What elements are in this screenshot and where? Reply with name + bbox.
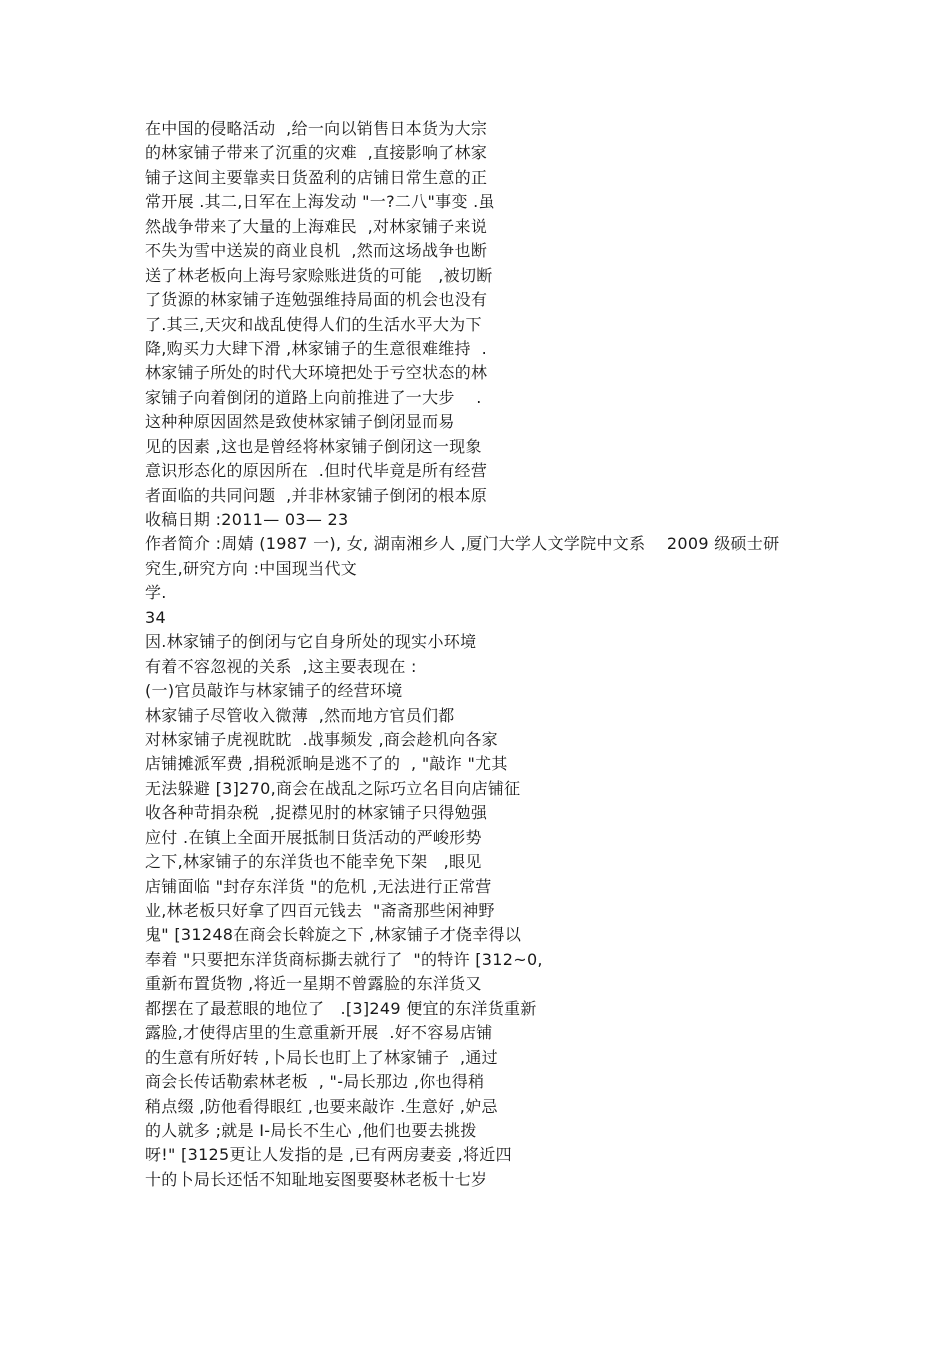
- text-line: 常开展 .其二,日军在上海发动 "一?二八"事变 .虽: [145, 192, 495, 212]
- text-line: (一)官员敲诈与林家铺子的经营环境: [145, 681, 403, 701]
- body-text: [145, 117, 845, 1192]
- text-line: 这种种原因固然是致使林家铺子倒闭显而易: [145, 412, 455, 432]
- text-line: 对林家铺子虎视眈眈 .战事频发 ,商会趁机向各家: [145, 729, 498, 749]
- text-line: 店铺面临 "封存东洋货 "的危机 ,无法进行正常营: [145, 876, 492, 896]
- text-line: 的人就多 ;就是 I-局长不生心 ,他们也要去挑拨: [145, 1120, 477, 1140]
- text-line: 意识形态化的原因所在 .但时代毕竟是所有经营: [145, 461, 488, 481]
- text-line: 稍点缀 ,防他看得眼红 ,也要来敲诈 .生意好 ,妒忌: [145, 1096, 498, 1116]
- text-line: 因.林家铺子的倒闭与它自身所处的现实小环境: [145, 632, 477, 652]
- text-line: 学.: [145, 583, 167, 603]
- text-line: 的林家铺子带来了沉重的灾难 ,直接影响了林家: [145, 143, 488, 163]
- text-line: 见的因素 ,这也是曾经将林家铺子倒闭这一现象: [145, 436, 482, 456]
- text-line: 露脸,才使得店里的生意重新开展 .好不容易店铺: [145, 1023, 493, 1043]
- text-line: 降,购买力大肆下滑 ,林家铺子的生意很难维持 .: [145, 338, 488, 358]
- text-line: 作者简介 :周婧 (1987 一), 女, 湖南湘乡人 ,厦门大学人文学院中文系 2009 级硕士研: [145, 534, 780, 554]
- text-line: 送了林老板向上海号家赊账进货的可能 ,被切断: [145, 265, 493, 285]
- text-line: 十的卜局长还恬不知耻地妄图要娶林老板十七岁: [145, 1169, 488, 1189]
- text-line: 之下,林家铺子的东洋货也不能幸免下架 ,眼见: [145, 852, 482, 872]
- text-line: 商会长传话勒索林老板 , "-局长那边 ,你也得稍: [145, 1072, 485, 1092]
- text-line: 铺子这间主要靠卖日货盈利的店铺日常生意的正: [145, 167, 488, 187]
- text-line: 应付 .在镇上全面开展抵制日货活动的严峻形势: [145, 827, 482, 847]
- text-line: 收稿日期 :2011— 03— 23: [145, 510, 349, 529]
- text-line: 究生,研究方向 :中国现当代文: [145, 558, 358, 578]
- text-line: 了.其三,天灾和战乱使得人们的生活水平大为下: [145, 314, 482, 334]
- text-line: 重新布置货物 ,将近一星期不曾露脸的东洋货又: [145, 974, 482, 994]
- text-line: 业,林老板只好拿了四百元钱去 "斋斋那些闲神野: [145, 901, 495, 920]
- text-line: 34: [145, 607, 166, 627]
- text-line: 有着不容忽视的关系 ,这主要表现在 :: [145, 656, 417, 676]
- text-line: 呀!" [3125更让人发指的是 ,已有两房妻妾 ,将近四: [145, 1145, 512, 1165]
- text-line: 鬼" [31248在商会长斡旋之下 ,林家铺子才侥幸得以: [145, 925, 522, 945]
- text-line: 都摆在了最惹眼的地位了 .[3]249 便宜的东洋货重新: [145, 998, 537, 1018]
- text-line: 然战争带来了大量的上海难民 ,对林家铺子来说: [145, 216, 488, 236]
- text-line: 林家铺子所处的时代大环境把处于亏空状态的林: [145, 363, 488, 383]
- text-line: 林家铺子尽管收入微薄 ,然而地方官员们都: [145, 705, 455, 725]
- text-line: 者面临的共同问题 ,并非林家铺子倒闭的根本原: [145, 485, 488, 505]
- text-line: 奉着 "只要把东洋货商标撕去就行了 "的特许 [312~0,: [145, 949, 543, 969]
- text-line: 了货源的林家铺子连勉强维持局面的机会也没有: [145, 290, 488, 310]
- text-line: 的生意有所好转 ,卜局长也盯上了林家铺子 ,通过: [145, 1047, 498, 1067]
- text-line: 无法躲避 [3]270,商会在战乱之际巧立名目向店铺征: [145, 778, 521, 798]
- text-line: 收各种苛捐杂税 ,捉襟见肘的林家铺子只得勉强: [145, 803, 488, 823]
- text-line: 在中国的侵略活动 ,给一向以销售日本货为大宗: [145, 119, 488, 138]
- text-line: 店铺摊派军费 ,捐税派晌是逃不了的 , "敲诈 "尤其: [145, 754, 508, 774]
- text-line: 家铺子向着倒闭的道路上向前推进了一大步 .: [145, 387, 482, 407]
- text-line: 不失为雪中送炭的商业良机 ,然而这场战争也断: [145, 241, 488, 261]
